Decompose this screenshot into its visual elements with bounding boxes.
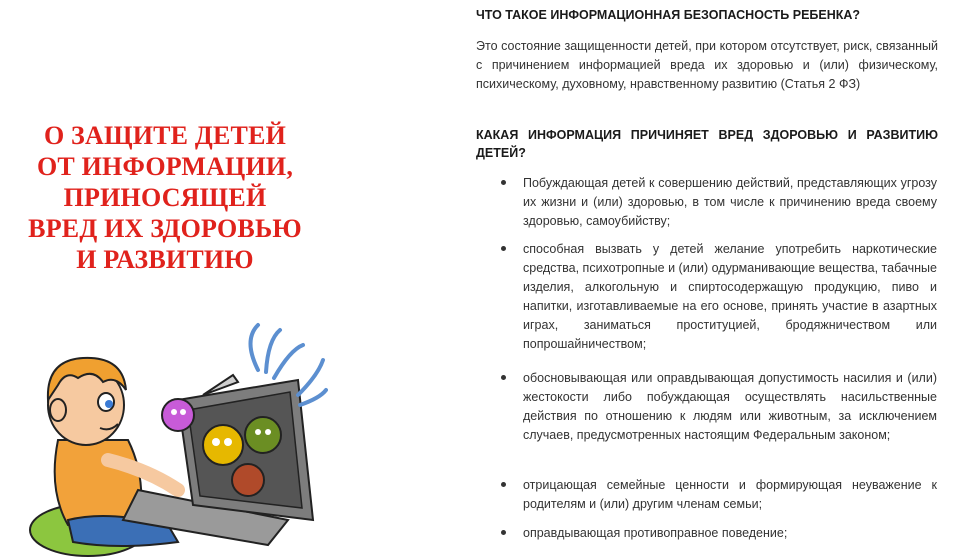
- list-item-text: отрицающая семейные ценности и формирующая неуважение к родителям и (или) другим членам семьи;: [523, 478, 937, 511]
- title-line: ОТ ИНФОРМАЦИИ,: [36, 152, 294, 181]
- boy-with-laptop-illustration: [28, 320, 328, 560]
- section-heading: ЧТО ТАКОЕ ИНФОРМАЦИОННАЯ БЕЗОПАСНОСТЬ РЕБЕНКА?: [476, 8, 861, 22]
- left-panel: [0, 0, 330, 560]
- definition-paragraph: Это состояние защищенности детей, при котором отсутствует, риск, связанный с причинением информацией вреда их здоровью и (или) физическому, психическому, духовному, нравственному развитию (Статья 2 ФЗ): [476, 39, 938, 91]
- bullet-icon: [501, 180, 506, 185]
- bullet-icon: [501, 246, 506, 251]
- list-item-text: оправдывающая противоправное поведение;: [523, 526, 788, 540]
- list-item-text: Побуждающая детей к совершению действий, представляющих угрозу их жизни и (или) здоровью, в том числе к причинению вреда своему здоровью, самоубийству;: [523, 176, 937, 228]
- title-line: И РАЗВИТИЮ: [76, 245, 254, 274]
- info-column: [476, 0, 942, 560]
- section-heading: КАКАЯ ИНФОРМАЦИЯ ПРИЧИНЯЕТ ВРЕД ЗДОРОВЬЮ И РАЗВИТИЮ ДЕТЕЙ?: [476, 128, 938, 160]
- bullet-icon: [501, 375, 506, 380]
- bullet-icon: [501, 482, 506, 487]
- bullet-icon: [501, 530, 506, 535]
- list-item-text: обосновывающая или оправдывающая допустимость насилия и (или) жестокости либо побуждающая осуществлять насильственные действия по отношению к людям или животным, за исключением случаев, предусмотренных настоящим Федеральным законом;: [523, 371, 937, 442]
- title-line: О ЗАЩИТЕ ДЕТЕЙ: [43, 121, 287, 150]
- title-line: ПРИНОСЯЩЕЙ: [63, 183, 267, 212]
- list-item-text: способная вызвать у детей желание употребить наркотические средства, психотропные и (или) одурманивающие вещества, табачные изделия, алкогольную и спиртосодержащую продукцию, пиво и напитки, изготавливаемые на его основе, принять участие в азартных играх, заниматься проституцией, бродяжничеством или попрошайничеством;: [523, 242, 937, 351]
- page-title: [10, 120, 320, 275]
- title-line: ВРЕД ИХ ЗДОРОВЬЮ: [28, 214, 302, 243]
